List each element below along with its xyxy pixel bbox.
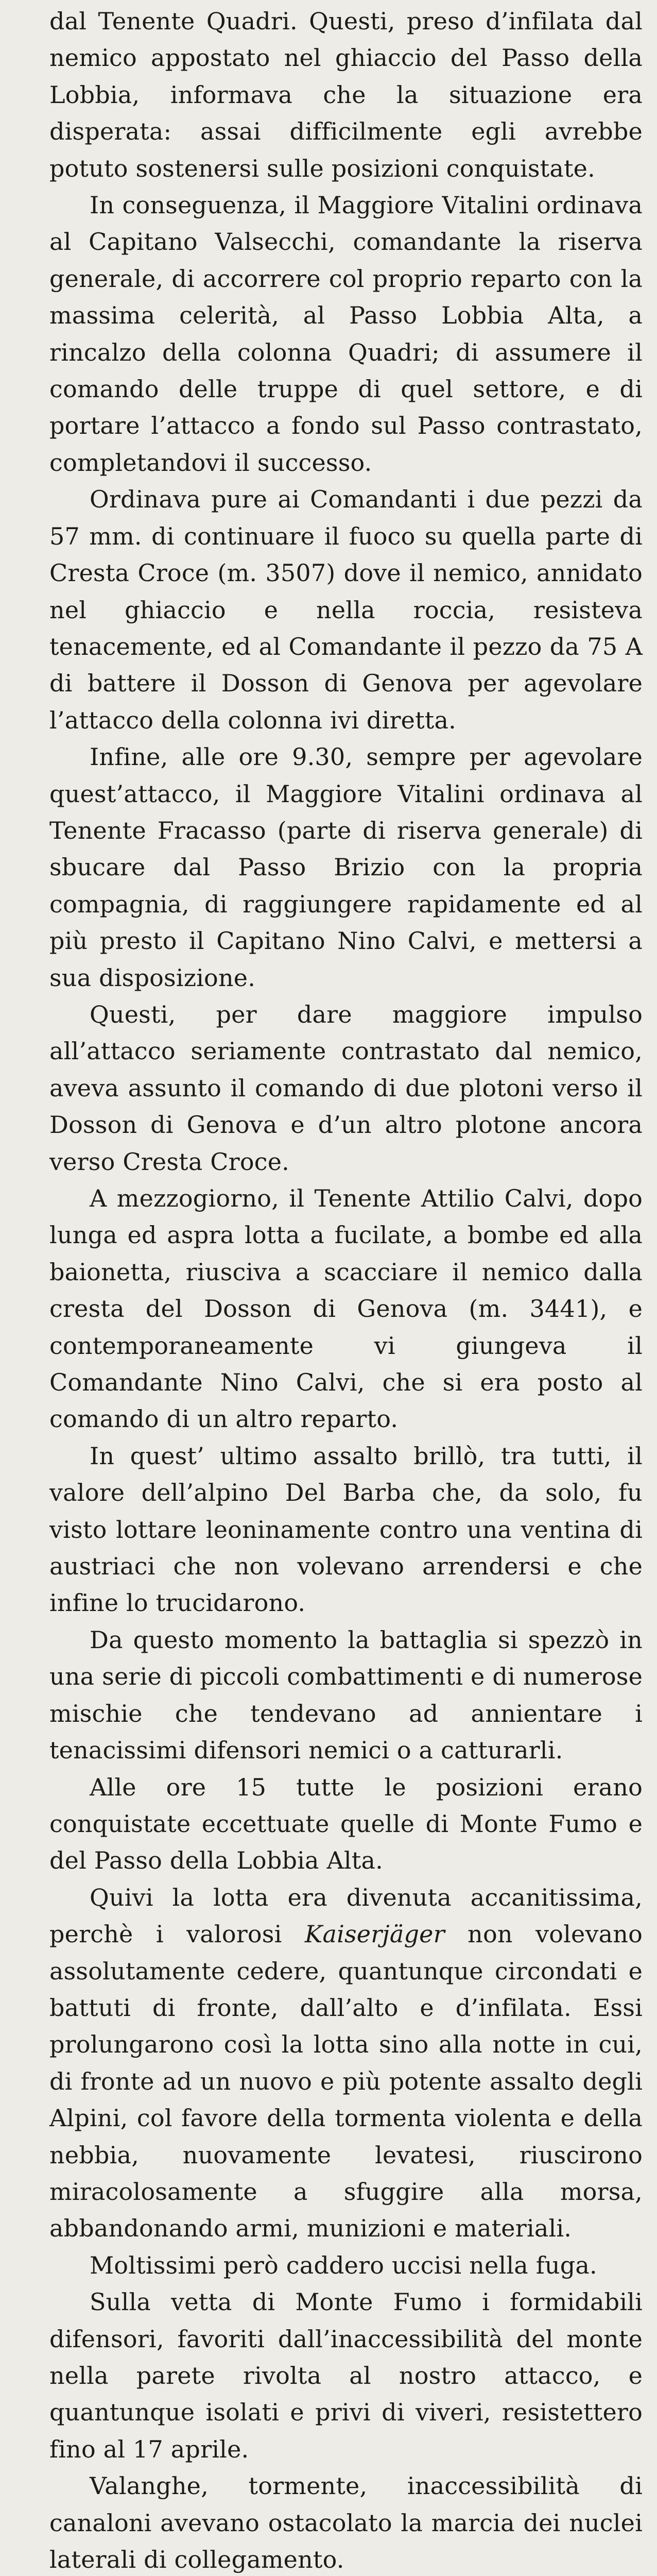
text-segment: Sulla vetta di Monte Fumo i formidabili difensori, favoriti dall’inaccessibilità del monte nella parete rivolta al nostro attacco, e quantunque isolati e privi di viveri, resistettero fino al 17 aprile. [49,2288,643,2463]
text-segment: Alle ore 15 tutte le posizioni erano conquistate eccettuate quelle di Monte Fumo e del Passo della Lobbia Alta. [49,1773,643,1875]
paragraph [49,1438,643,1622]
text-segment: dal Tenente Quadri. Questi, preso d’infilata dal nemico appostato nel ghiaccio del Passo della Lobbia, informava che la situazione era disperata: assai difficilmente egli avrebbe potuto sostenersi sulle posizioni conquistate. [49,7,643,182]
paragraph [49,739,643,996]
paragraph [49,2247,643,2284]
paragraph [49,481,643,739]
paragraph [49,3,643,187]
text-segment: In conseguenza, il Maggiore Vitalini ordinava al Capitano Valsecchi, comandante la riserva generale, di accorrere col proprio reparto con la massima celerità, al Passo Lobbia Alta, a rincalzo della colonna Quadri; di assumere il comando delle truppe di quel settore, e di portare l’attacco a fondo sul Passo contrastato, completandovi il successo. [49,191,643,477]
paragraph [49,2284,643,2468]
text-segment: Questi, per dare maggiore impulso all’attacco seriamente contrastato dal nemico, aveva assunto il comando di due plotoni verso il Dosson di Genova e d’un altro plotone ancora verso Cresta Croce. [49,1000,643,1176]
paragraph [49,1622,643,1769]
text-segment: A mezzogiorno, il Tenente Attilio Calvi, dopo lunga ed aspra lotta a fucilate, a bombe ed alla baionetta, riusciva a scacciare il nemico dalla cresta del Dosson di Genova (m. 3441), e contemporaneamente vi giungeva il Comandante Nino Calvi, che si era posto al comando di un altro reparto. [49,1184,643,1433]
paragraph [49,1180,643,1438]
italic-term: Kaiserjäger [304,1920,445,1948]
paragraph [49,2468,643,2576]
paragraph [49,187,643,481]
paragraph [49,996,643,1180]
text-segment: In quest’ ultimo assalto brillò, tra tutti, il valore dell’alpino Del Barba che, da solo, fu visto lottare leoninamente contro una ventina di austriaci che non volevano arrendersi e che infine lo trucidarono. [49,1442,643,1617]
text-segment: Ordinava pure ai Comandanti i due pezzi da 57 mm. di continuare il fuoco su quella parte di Cresta Croce (m. 3507) dove il nemico, annidato nel ghiaccio e nella roccia, resisteva tenacemente, ed al Comandante il pezzo da 75 A di battere il Dosson di Genova per agevolare l’attacco della colonna ivi diretta. [49,485,643,734]
text-segment: non volevano assolutamente cedere, quantunque circondati e battuti di fronte, dall’alto e d’infilata. Essi prolungarono così la lotta sino alla notte in cui, di fronte ad un nuovo e più potente assalto degli Alpini, col favore della tormenta violenta e della nebbia, nuovamente levatesi, riuscirono miracolosamente a sfuggire alla morsa, abbandonando armi, munizioni e materiali. [49,1920,643,2243]
text-segment: Infine, alle ore 9.30, sempre per agevolare quest’attacco, il Maggiore Vitalini ordinava al Tenente Fracasso (parte di riserva generale) di sbucare dal Passo Brizio con la propria compagnia, di raggiungere rapidamente ed al più presto il Capitano Nino Calvi, e mettersi a sua disposizione. [49,743,643,992]
text-segment: Valanghe, tormente, inaccessibilità di canaloni avevano ostacolato la marcia dei nuclei laterali di collegamento. [49,2472,643,2574]
paragraph [49,1879,643,2247]
text-segment: Moltissimi però caddero uccisi nella fuga. [90,2251,597,2279]
text-segment: Quivi la lotta era divenuta accanitissima, perchè i valorosi [49,1883,643,1948]
paragraph [49,1769,643,1879]
body-text [49,3,643,2576]
text-segment: Da questo momento la battaglia si spezzò in una serie di piccoli combattimenti e di numerose mischie che tendevano ad annientare i tenacissimi difensori nemici o a catturarli. [49,1625,643,1765]
